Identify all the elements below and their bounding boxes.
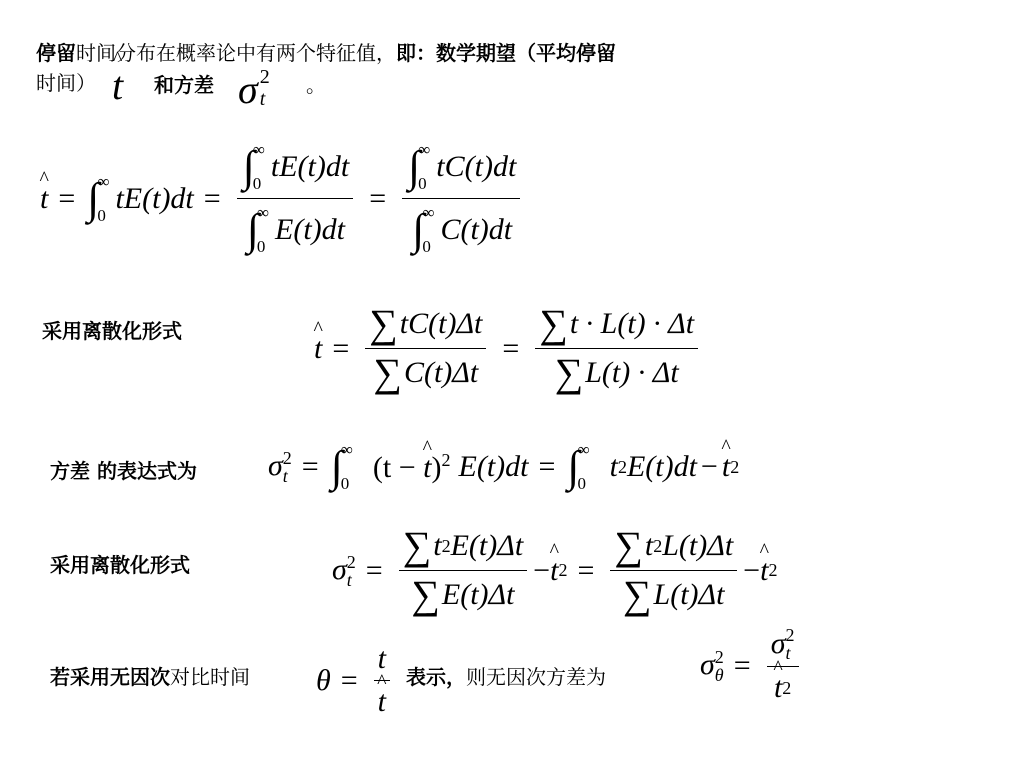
int: ∫	[412, 205, 425, 254]
sup: 2	[714, 646, 724, 667]
den	[369, 350, 482, 395]
sup: 2	[282, 448, 292, 468]
sup: 2	[653, 535, 663, 556]
scripts	[786, 626, 795, 662]
t-hat: ^ t	[112, 62, 123, 109]
eq: =	[538, 450, 556, 483]
sup: 2	[617, 456, 627, 477]
den	[551, 350, 683, 395]
expr: L(t)Δt	[662, 529, 734, 562]
fraction-bar	[535, 348, 698, 349]
fraction-bar	[237, 198, 354, 199]
dimless-d: 则无因次方差为	[466, 665, 606, 689]
sum: ∑	[554, 350, 584, 395]
sub: t	[282, 466, 288, 486]
that: ^ t	[774, 671, 782, 705]
eq: =	[301, 450, 319, 483]
label-dimensionless	[50, 664, 250, 690]
f2-that: ^ t	[314, 332, 322, 366]
f1-frac-E-num	[237, 140, 354, 194]
that: ^ t	[378, 685, 386, 719]
f2-frac-L	[535, 301, 698, 395]
num	[535, 301, 698, 346]
formula-mean-integral	[40, 140, 526, 257]
int: ∫	[567, 442, 580, 491]
int: ∫	[330, 442, 343, 491]
int: ∫	[242, 142, 255, 191]
sup: 2	[730, 456, 740, 477]
int: ∫	[246, 205, 259, 254]
lim-lower: 0	[340, 474, 350, 493]
dimless-b: 对比时间	[170, 665, 250, 689]
int: ∫	[408, 142, 421, 191]
sigma-glyph: σ	[238, 67, 258, 112]
formula-mean-discrete	[314, 301, 704, 395]
num	[365, 301, 486, 346]
expr: tC(t)Δt	[399, 307, 483, 340]
expr: E(t)Δt	[450, 529, 524, 562]
sigma: σ	[770, 627, 786, 660]
scripts	[715, 648, 724, 684]
sup: 2	[346, 551, 356, 572]
theta: θ	[316, 663, 331, 697]
sigma: σ	[332, 552, 347, 586]
fraction-bar	[399, 570, 527, 571]
sum: ∑	[373, 350, 402, 395]
expr: L(t)Δt	[653, 578, 725, 611]
expr: L(t) · Δt	[585, 356, 679, 389]
that: ^ t	[760, 554, 768, 588]
den	[770, 671, 795, 705]
f1-frac-C	[402, 140, 520, 257]
eq: =	[365, 553, 383, 587]
that: ^ t	[423, 451, 431, 485]
f1-frac-E	[237, 140, 354, 257]
sigma: σ	[268, 449, 283, 482]
t: t	[609, 450, 618, 483]
lim-upper: ∞	[97, 171, 110, 191]
expr: E(t)dt	[626, 450, 697, 483]
intro-text-c: 即：数学期望（平均停留	[396, 41, 616, 65]
sum: ∑	[623, 572, 652, 617]
sum: ∑	[614, 523, 643, 568]
f1-integrand: tE(t)dt	[115, 181, 194, 215]
lim-upper: ∞	[422, 203, 435, 222]
scripts	[283, 449, 292, 485]
sum: ∑	[402, 523, 432, 568]
sigma: σ	[700, 647, 715, 681]
intro-variance-word: 和方差	[154, 73, 214, 97]
t: t	[433, 529, 442, 562]
fraction-bar	[610, 570, 737, 571]
sum: ∑	[369, 301, 398, 346]
t: t	[644, 529, 654, 562]
f4-frac-L	[610, 523, 737, 617]
f3-sigma	[268, 449, 292, 485]
expr: E(t)Δt	[441, 578, 515, 611]
dimless-a: 若采用无因次	[50, 665, 170, 689]
lim-upper: ∞	[418, 140, 431, 159]
f1-eq2: =	[203, 181, 221, 215]
lim-lower: 0	[252, 174, 262, 193]
that: ^ t	[550, 554, 558, 588]
lim-lower: 0	[256, 237, 266, 256]
sup: 2	[768, 560, 778, 580]
label-discrete-2: 采用离散化形式	[50, 553, 190, 577]
dimless-frac	[767, 626, 799, 705]
fraction-bar	[365, 348, 486, 349]
paren-expr	[373, 450, 451, 485]
variance-symbol	[238, 66, 270, 113]
num	[399, 523, 527, 568]
f2-frac-C	[365, 301, 486, 395]
intro-text-a: 停留	[36, 41, 76, 65]
label-variance-expr: 方差 的表达式为	[50, 459, 197, 483]
expr: C(t)dt	[440, 213, 513, 246]
lim-lower: 0	[422, 237, 431, 256]
sub: θ	[714, 664, 724, 685]
den	[619, 572, 728, 617]
formula-variance-discrete	[332, 523, 778, 617]
mean-symbol	[112, 62, 123, 109]
theta-frac	[374, 642, 390, 719]
f1-frac-C-num	[402, 140, 520, 194]
num: t	[377, 642, 387, 675]
that: ^ t	[722, 450, 730, 484]
f1-frac-E-den	[241, 203, 349, 257]
sigma-theta	[700, 648, 724, 684]
lim-upper: ∞	[256, 203, 270, 222]
expr: t · L(t) · Δt	[569, 307, 695, 340]
num	[610, 523, 737, 568]
den	[374, 685, 390, 719]
sub: t	[785, 643, 791, 663]
fraction-bar	[402, 198, 520, 199]
minus: −	[700, 450, 718, 483]
den	[407, 572, 518, 617]
lim-lower: 0	[97, 205, 106, 225]
expr: tC(t)dt	[436, 150, 517, 183]
sub-t: t	[259, 88, 266, 110]
f2-eq2: =	[502, 331, 520, 365]
expr: E(t)dt	[458, 450, 529, 483]
intro-period: 。	[306, 73, 326, 97]
sum: ∑	[539, 301, 568, 346]
eq: =	[577, 553, 595, 587]
intro-text-d: 时间）	[36, 71, 96, 95]
f1-frac-C-den	[406, 203, 516, 257]
sup: 2	[558, 560, 568, 580]
expr: tE(t)dt	[270, 150, 350, 183]
f1-eq1: =	[58, 181, 76, 215]
sup: 2	[785, 625, 795, 645]
f1-int: ∫	[87, 173, 100, 223]
dimless-c: 表示，	[406, 665, 466, 689]
scripts	[347, 553, 356, 589]
f4-frac-E	[399, 523, 527, 617]
f4-sigma	[332, 553, 356, 589]
sup: 2	[441, 449, 451, 470]
close: )	[431, 450, 442, 484]
formula-variance-integral	[268, 440, 739, 494]
minus: −	[743, 553, 761, 587]
sub: t	[346, 569, 352, 590]
label-dimensionless-2	[406, 664, 606, 690]
lim-upper: ∞	[577, 440, 590, 459]
f2-eq1: =	[332, 331, 350, 365]
formula-theta	[316, 642, 396, 719]
sigma-scripts	[260, 66, 270, 110]
lim-lower: 0	[577, 474, 586, 493]
sup: 2	[782, 677, 792, 698]
lim-upper: ∞	[340, 440, 353, 459]
f1-eq3: =	[369, 181, 387, 215]
eq: =	[733, 648, 751, 682]
eq: =	[340, 663, 358, 697]
sup: 2	[441, 535, 451, 556]
lim-upper: ∞	[252, 140, 265, 159]
f1-that: ^ t	[40, 182, 48, 216]
expr: E(t)dt	[275, 213, 346, 246]
sup-2: 2	[259, 66, 270, 88]
intro-text-b: 时间分布在概率论中有两个特征值，	[76, 41, 396, 65]
sum: ∑	[411, 572, 440, 617]
intro-line-2	[36, 70, 96, 96]
label-discrete-1: 采用离散化形式	[42, 319, 182, 343]
minus: −	[533, 553, 551, 587]
expr: C(t)Δt	[403, 356, 479, 389]
formula-dimless-variance	[700, 626, 805, 705]
lim-lower: 0	[418, 174, 427, 193]
open: (t −	[372, 450, 424, 484]
